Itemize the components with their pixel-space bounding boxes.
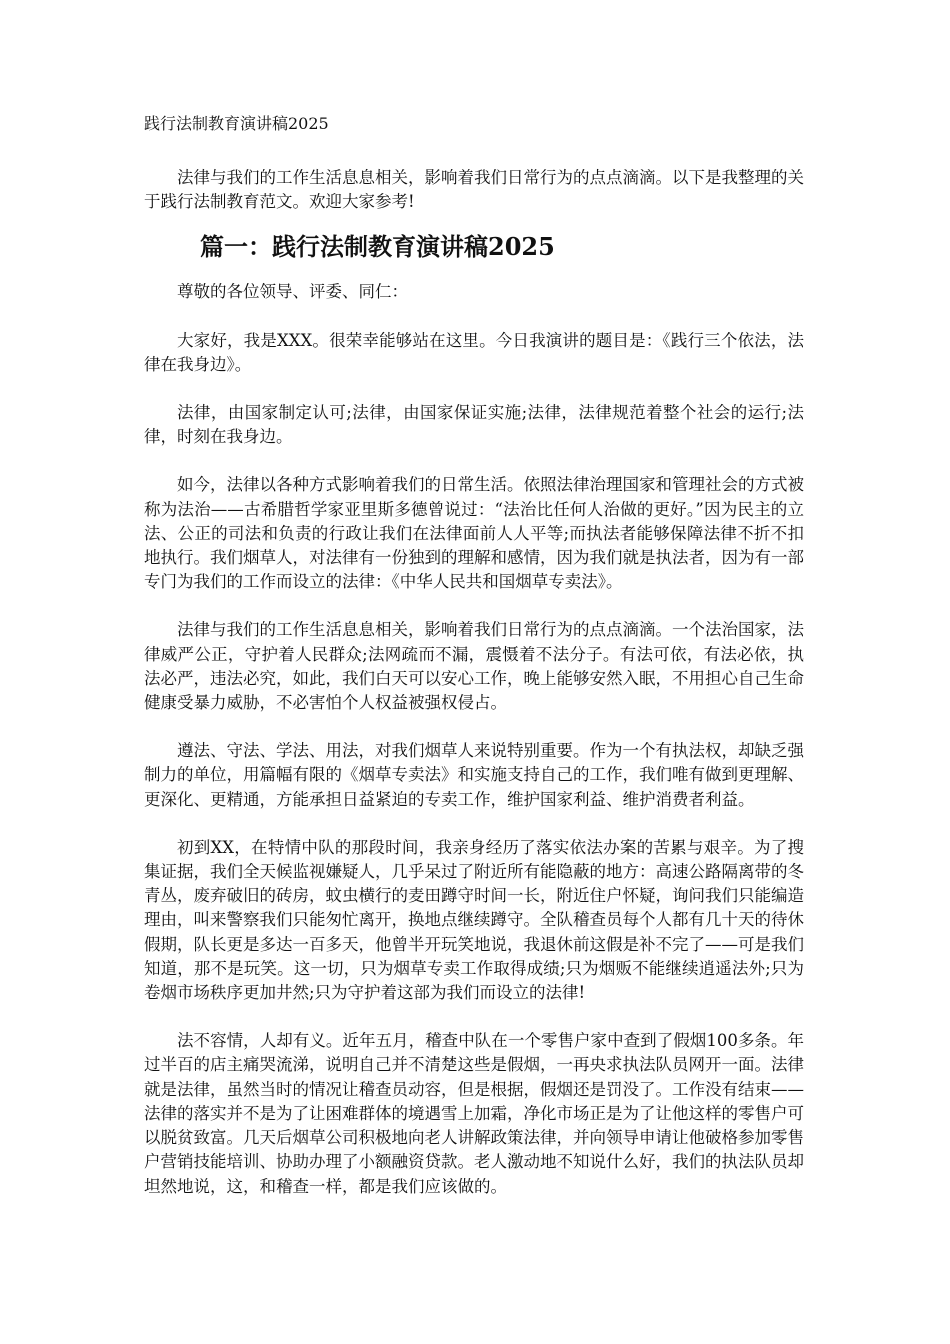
paragraph-law-and-mercy: 法不容情，人却有义。近年五月，稽查中队在一个零售户家中查到了假烟100多条。年过半百的店主痛哭流涕，说明自己并不清楚这些是假烟，一再央求执法队员网开一面。法律就是法律，虽然当时的情况让稽查员动容，但是根据，假烟还是罚没了。工作没有结束——法律的落实并不是为了让困难群体的境遇雪上加霜，净化市场正是为了让他这样的零售户可以脱贫致富。几天后烟草公司积极地向老人讲解政策法律，并向领导申请让他破格参加零售户营销技能培训、协助办理了小额融资贷款。老人激动地不知说什么好，我们的执法队员却坦然地说，这，和稽查一样，都是我们应该做的。	[144, 1031, 804, 1196]
paragraph-salutation: 尊敬的各位领导、评委、同仁：	[177, 282, 408, 302]
paragraph-law-definition: 法律，由国家制定认可;法律，由国家保证实施;法律，法律规范着整个社会的运行;法律，时刻在我身边。	[144, 403, 804, 447]
document-title: 践行法制教育演讲稿2025	[144, 114, 329, 133]
paragraph-law-and-life: 法律与我们的工作生活息息相关，影响着我们日常行为的点点滴滴。一个法治国家，法律威严公正，守护着人民群众;法网疏而不漏，震慑着不法分子。有法可依，有法必依，执法必严，违法必究，如此，我们白天可以安心工作，晚上能够安然入眠，不用担心自己生命健康受暴力威胁，不必害怕个人权益被强权侵占。	[144, 620, 804, 713]
paragraph-rule-of-law: 如今，法律以各种方式影响着我们的日常生活。依照法律治理国家和管理社会的方式被称为法治——古希腊哲学家亚里斯多德曾说过：“法治比任何人治做的更好。”因为民主的立法、公正的司法和负责的行政让我们在法律面前人人平等;而执法者能够保障法律不折不扣地执行。我们烟草人，对法律有一份独到的理解和感情，因为我们就是执法者，因为有一部专门为我们的工作而设立的法律：《中华人民共和国烟草专卖法》。	[144, 475, 804, 592]
intro-paragraph: 法律与我们的工作生活息息相关，影响着我们日常行为的点点滴滴。以下是我整理的关于践行法制教育范文。欢迎大家参考!	[144, 168, 804, 212]
section-heading: 篇一：践行法制教育演讲稿2025	[200, 232, 555, 262]
paragraph-obey-law: 遵法、守法、学法、用法，对我们烟草人来说特别重要。作为一个有执法权，却缺乏强制力的单位，用篇幅有限的《烟草专卖法》和实施支持自己的工作，我们唯有做到更理解、更深化、更精通，方能承担日益紧迫的专卖工作，维护国家利益、维护消费者利益。	[144, 741, 804, 809]
paragraph-experience: 初到XX，在特情中队的那段时间，我亲身经历了落实依法办案的苦累与艰辛。为了搜集证据，我们全天候监视嫌疑人，几乎呆过了附近所有能隐蔽的地方：高速公路隔离带的冬青丛，废弃破旧的砖房，蚊虫横行的麦田蹲守时间一长，附近住户怀疑，询问我们只能编造理由，叫来警察我们只能匆忙离开，换地点继续蹲守。全队稽查员每个人都有几十天的待休假期，队长更是多达一百多天，他曾半开玩笑地说，我退休前这假是补不完了——可是我们知道，那不是玩笑。这一切，只为烟草专卖工作取得成绩;只为烟贩不能继续逍遥法外;只为卷烟市场秩序更加井然;只为守护着这部为我们而设立的法律!	[144, 837, 804, 1003]
document-page	[144, 112, 804, 1199]
paragraph-greeting: 大家好，我是XXX。很荣幸能够站在这里。今日我演讲的题目是：《践行三个依法，法律在我身边》。	[144, 330, 804, 374]
